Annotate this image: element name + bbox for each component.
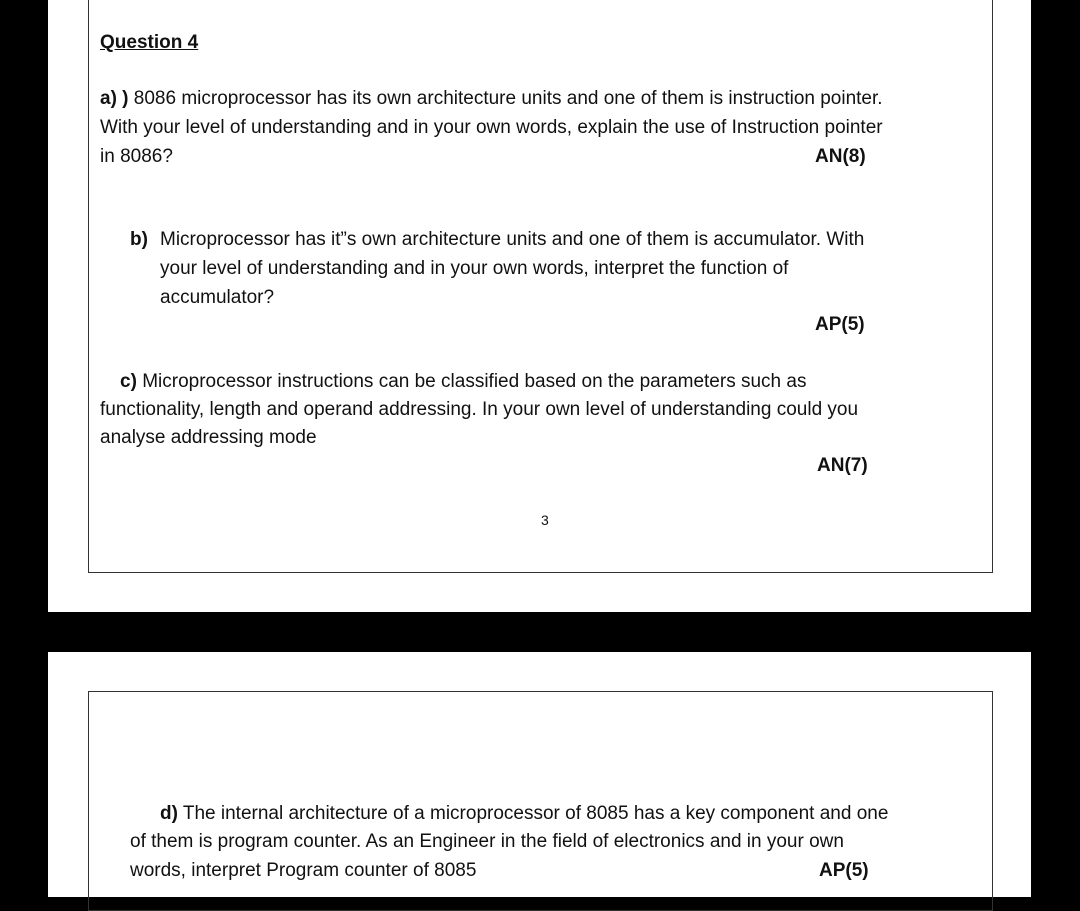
question-c-label: c) — [120, 371, 137, 392]
document-page-top — [48, 0, 1031, 612]
document-page-bottom — [48, 652, 1031, 897]
question-a-line-2: With your level of understanding and in your own words, explain the use of Instruction pointer — [100, 117, 883, 138]
question-c-line-3: analyse addressing mode — [100, 427, 317, 448]
question-b-line-2: your level of understanding and in your own words, interpret the function of — [160, 258, 789, 279]
question-c-line-2: functionality, length and operand addressing. In your own level of understanding could you — [100, 399, 859, 420]
question-a-marks: AN(8) — [815, 146, 866, 167]
question-a-line-1 — [100, 84, 883, 113]
question-c-marks: AN(7) — [817, 455, 868, 476]
question-d-line-2: of them is program counter. As an Engineer in the field of electronics and in your own — [130, 831, 844, 852]
question-b-line-1: Microprocessor has it”s own architecture units and one of them is accumulator. With — [160, 229, 865, 250]
question-a-line-3: in 8086? — [100, 146, 173, 167]
question-b-line-3: accumulator? — [160, 287, 275, 308]
page-number: 3 — [541, 512, 549, 528]
question-a-label: a) ) — [100, 88, 129, 109]
question-d-marks: AP(5) — [819, 860, 869, 881]
question-a-text-1: 8086 microprocessor has its own architecture units and one of them is instruction pointer. — [133, 88, 883, 109]
question-b-label: b) — [130, 229, 148, 250]
question-d-label: d) — [160, 803, 178, 824]
question-c-text-1: Microprocessor instructions can be classified based on the parameters such as — [142, 371, 807, 392]
question-d-line-1 — [160, 799, 888, 828]
question-d-text-1: The internal architecture of a microprocessor of 8085 has a key component and one — [182, 803, 889, 824]
question-c-line-1 — [120, 367, 806, 396]
question-b-marks: AP(5) — [815, 314, 865, 335]
question-d-line-3: words, interpret Program counter of 8085 — [130, 860, 477, 881]
question-heading: Question 4 — [100, 32, 199, 53]
